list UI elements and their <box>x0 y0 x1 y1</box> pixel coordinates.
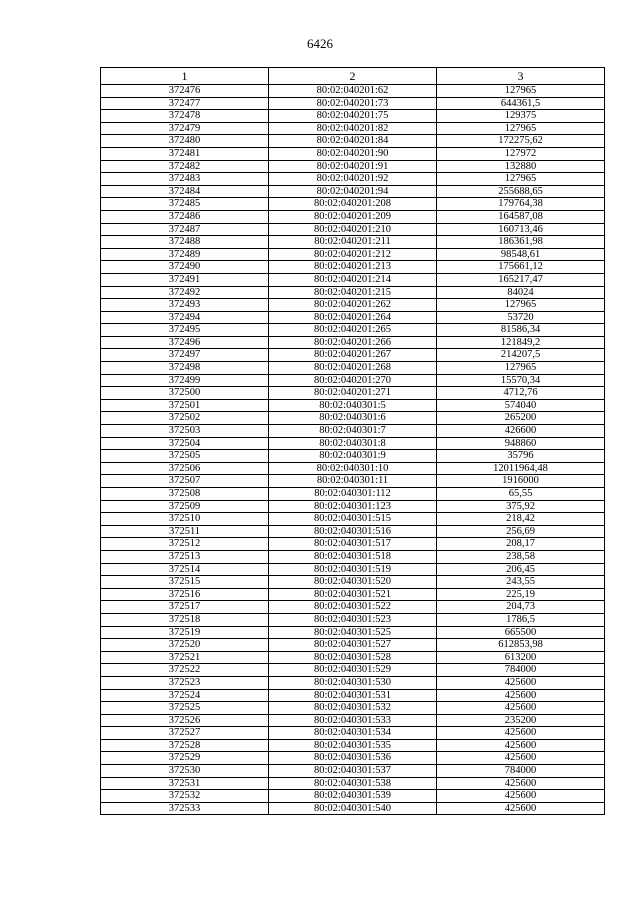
cadastral-number-cell: 80:02:040301:516 <box>269 525 437 538</box>
row-number-cell: 372524 <box>101 689 269 702</box>
value-cell: 214207,5 <box>437 349 605 362</box>
table-row <box>101 676 605 689</box>
value-cell: 256,69 <box>437 525 605 538</box>
row-number-cell: 372484 <box>101 185 269 198</box>
row-number-cell: 372527 <box>101 727 269 740</box>
value-cell: 12011964,48 <box>437 462 605 475</box>
value-cell: 53720 <box>437 311 605 324</box>
value-cell: 784000 <box>437 765 605 778</box>
value-cell: 164587,08 <box>437 210 605 223</box>
cadastral-number-cell: 80:02:040201:265 <box>269 324 437 337</box>
table-row <box>101 147 605 160</box>
value-cell: 127965 <box>437 173 605 186</box>
cadastral-number-cell: 80:02:040201:82 <box>269 122 437 135</box>
row-number-cell: 372500 <box>101 387 269 400</box>
value-cell: 243,55 <box>437 576 605 589</box>
row-number-cell: 372503 <box>101 425 269 438</box>
table-row <box>101 324 605 337</box>
row-number-cell: 372508 <box>101 488 269 501</box>
cadastral-number-cell: 80:02:040301:9 <box>269 450 437 463</box>
cadastral-number-cell: 80:02:040301:533 <box>269 714 437 727</box>
table-row <box>101 437 605 450</box>
table-row <box>101 374 605 387</box>
value-cell: 179764,38 <box>437 198 605 211</box>
table-row <box>101 248 605 261</box>
value-cell: 132880 <box>437 160 605 173</box>
table-row <box>101 97 605 110</box>
row-number-cell: 372482 <box>101 160 269 173</box>
column-header-2: 2 <box>269 68 437 85</box>
table-row <box>101 538 605 551</box>
cadastral-number-cell: 80:02:040301:536 <box>269 752 437 765</box>
row-number-cell: 372476 <box>101 85 269 98</box>
cadastral-value-table <box>100 67 605 815</box>
table-row <box>101 85 605 98</box>
cadastral-number-cell: 80:02:040301:515 <box>269 513 437 526</box>
value-cell: 160713,46 <box>437 223 605 236</box>
cadastral-number-cell: 80:02:040201:84 <box>269 135 437 148</box>
table-row <box>101 626 605 639</box>
value-cell: 425600 <box>437 702 605 715</box>
row-number-cell: 372505 <box>101 450 269 463</box>
table-row <box>101 261 605 274</box>
cadastral-number-cell: 80:02:040201:211 <box>269 236 437 249</box>
table-row <box>101 311 605 324</box>
value-cell: 204,73 <box>437 601 605 614</box>
row-number-cell: 372526 <box>101 714 269 727</box>
cadastral-number-cell: 80:02:040301:530 <box>269 676 437 689</box>
value-cell: 98548,61 <box>437 248 605 261</box>
value-cell: 425600 <box>437 689 605 702</box>
table-row <box>101 714 605 727</box>
row-number-cell: 372512 <box>101 538 269 551</box>
row-number-cell: 372513 <box>101 550 269 563</box>
table-row <box>101 563 605 576</box>
value-cell: 15570,34 <box>437 374 605 387</box>
value-cell: 235200 <box>437 714 605 727</box>
cadastral-number-cell: 80:02:040301:529 <box>269 664 437 677</box>
table-row <box>101 702 605 715</box>
table-body <box>101 85 605 815</box>
cadastral-number-cell: 80:02:040301:540 <box>269 802 437 815</box>
row-number-cell: 372496 <box>101 336 269 349</box>
value-cell: 165217,47 <box>437 273 605 286</box>
row-number-cell: 372495 <box>101 324 269 337</box>
cadastral-number-cell: 80:02:040201:208 <box>269 198 437 211</box>
cadastral-number-cell: 80:02:040201:62 <box>269 85 437 98</box>
cadastral-number-cell: 80:02:040301:523 <box>269 613 437 626</box>
cadastral-number-cell: 80:02:040301:527 <box>269 639 437 652</box>
value-cell: 186361,98 <box>437 236 605 249</box>
row-number-cell: 372521 <box>101 651 269 664</box>
value-cell: 127965 <box>437 122 605 135</box>
row-number-cell: 372483 <box>101 173 269 186</box>
value-cell: 127965 <box>437 299 605 312</box>
row-number-cell: 372491 <box>101 273 269 286</box>
value-cell: 425600 <box>437 676 605 689</box>
value-cell: 574040 <box>437 399 605 412</box>
cadastral-number-cell: 80:02:040301:535 <box>269 739 437 752</box>
cadastral-number-cell: 80:02:040201:91 <box>269 160 437 173</box>
row-number-cell: 372493 <box>101 299 269 312</box>
value-cell: 129375 <box>437 110 605 123</box>
row-number-cell: 372523 <box>101 676 269 689</box>
cadastral-number-cell: 80:02:040201:212 <box>269 248 437 261</box>
value-cell: 35796 <box>437 450 605 463</box>
row-number-cell: 372514 <box>101 563 269 576</box>
row-number-cell: 372494 <box>101 311 269 324</box>
row-number-cell: 372489 <box>101 248 269 261</box>
cadastral-number-cell: 80:02:040201:266 <box>269 336 437 349</box>
row-number-cell: 372522 <box>101 664 269 677</box>
row-number-cell: 372510 <box>101 513 269 526</box>
cadastral-number-cell: 80:02:040301:521 <box>269 588 437 601</box>
row-number-cell: 372507 <box>101 475 269 488</box>
table-row <box>101 110 605 123</box>
row-number-cell: 372525 <box>101 702 269 715</box>
cadastral-number-cell: 80:02:040201:268 <box>269 362 437 375</box>
cadastral-number-cell: 80:02:040301:517 <box>269 538 437 551</box>
value-cell: 375,92 <box>437 500 605 513</box>
table-row <box>101 349 605 362</box>
value-cell: 612853,98 <box>437 639 605 652</box>
page-number: 6426 <box>307 36 333 51</box>
cadastral-number-cell: 80:02:040201:75 <box>269 110 437 123</box>
table-row <box>101 664 605 677</box>
cadastral-number-cell: 80:02:040301:112 <box>269 488 437 501</box>
cadastral-number-cell: 80:02:040301:539 <box>269 790 437 803</box>
column-header-1: 1 <box>101 68 269 85</box>
table-row <box>101 462 605 475</box>
row-number-cell: 372516 <box>101 588 269 601</box>
value-cell: 1786,5 <box>437 613 605 626</box>
row-number-cell: 372519 <box>101 626 269 639</box>
cadastral-number-cell: 80:02:040301:8 <box>269 437 437 450</box>
cadastral-number-cell: 80:02:040301:10 <box>269 462 437 475</box>
table-row <box>101 198 605 211</box>
cadastral-number-cell: 80:02:040301:534 <box>269 727 437 740</box>
row-number-cell: 372485 <box>101 198 269 211</box>
table-row <box>101 210 605 223</box>
value-cell: 425600 <box>437 752 605 765</box>
value-cell: 175661,12 <box>437 261 605 274</box>
row-number-cell: 372497 <box>101 349 269 362</box>
row-number-cell: 372499 <box>101 374 269 387</box>
table-row <box>101 362 605 375</box>
cadastral-number-cell: 80:02:040301:7 <box>269 425 437 438</box>
value-cell: 206,45 <box>437 563 605 576</box>
cadastral-number-cell: 80:02:040301:518 <box>269 550 437 563</box>
value-cell: 425600 <box>437 777 605 790</box>
table-row <box>101 513 605 526</box>
cadastral-number-cell: 80:02:040301:6 <box>269 412 437 425</box>
value-cell: 238,58 <box>437 550 605 563</box>
value-cell: 426600 <box>437 425 605 438</box>
value-cell: 1916000 <box>437 475 605 488</box>
table-row <box>101 286 605 299</box>
table-row <box>101 588 605 601</box>
row-number-cell: 372501 <box>101 399 269 412</box>
cadastral-number-cell: 80:02:040201:94 <box>269 185 437 198</box>
cadastral-number-cell: 80:02:040201:73 <box>269 97 437 110</box>
value-cell: 644361,5 <box>437 97 605 110</box>
row-number-cell: 372490 <box>101 261 269 274</box>
cadastral-number-cell: 80:02:040201:264 <box>269 311 437 324</box>
column-header-3: 3 <box>437 68 605 85</box>
value-cell: 172275,62 <box>437 135 605 148</box>
table-row <box>101 475 605 488</box>
value-cell: 127965 <box>437 362 605 375</box>
cadastral-number-cell: 80:02:040201:271 <box>269 387 437 400</box>
cadastral-number-cell: 80:02:040301:522 <box>269 601 437 614</box>
cadastral-number-cell: 80:02:040201:270 <box>269 374 437 387</box>
cadastral-number-cell: 80:02:040201:92 <box>269 173 437 186</box>
table-row <box>101 387 605 400</box>
cadastral-number-cell: 80:02:040301:528 <box>269 651 437 664</box>
row-number-cell: 372478 <box>101 110 269 123</box>
row-number-cell: 372528 <box>101 739 269 752</box>
row-number-cell: 372511 <box>101 525 269 538</box>
table-row <box>101 802 605 815</box>
row-number-cell: 372506 <box>101 462 269 475</box>
value-cell: 121849,2 <box>437 336 605 349</box>
cadastral-number-cell: 80:02:040201:210 <box>269 223 437 236</box>
value-cell: 127965 <box>437 85 605 98</box>
row-number-cell: 372509 <box>101 500 269 513</box>
cadastral-number-cell: 80:02:040301:5 <box>269 399 437 412</box>
table-row <box>101 236 605 249</box>
table-row <box>101 777 605 790</box>
value-cell: 208,17 <box>437 538 605 551</box>
table-row <box>101 412 605 425</box>
table-row <box>101 765 605 778</box>
cadastral-number-cell: 80:02:040301:519 <box>269 563 437 576</box>
cadastral-number-cell: 80:02:040301:525 <box>269 626 437 639</box>
table-row <box>101 601 605 614</box>
row-number-cell: 372504 <box>101 437 269 450</box>
row-number-cell: 372515 <box>101 576 269 589</box>
table-row <box>101 173 605 186</box>
value-cell: 665500 <box>437 626 605 639</box>
table-row <box>101 613 605 626</box>
row-number-cell: 372532 <box>101 790 269 803</box>
cadastral-number-cell: 80:02:040201:90 <box>269 147 437 160</box>
value-cell: 127972 <box>437 147 605 160</box>
value-cell: 81586,34 <box>437 324 605 337</box>
table-row <box>101 450 605 463</box>
row-number-cell: 372486 <box>101 210 269 223</box>
value-cell: 613200 <box>437 651 605 664</box>
cadastral-number-cell: 80:02:040201:262 <box>269 299 437 312</box>
table-row <box>101 223 605 236</box>
row-number-cell: 372492 <box>101 286 269 299</box>
value-cell: 425600 <box>437 727 605 740</box>
row-number-cell: 372533 <box>101 802 269 815</box>
row-number-cell: 372477 <box>101 97 269 110</box>
row-number-cell: 372520 <box>101 639 269 652</box>
value-cell: 425600 <box>437 739 605 752</box>
cadastral-number-cell: 80:02:040201:215 <box>269 286 437 299</box>
value-cell: 65,55 <box>437 488 605 501</box>
table-row <box>101 550 605 563</box>
value-cell: 265200 <box>437 412 605 425</box>
table-row <box>101 135 605 148</box>
cadastral-number-cell: 80:02:040201:267 <box>269 349 437 362</box>
value-cell: 4712,76 <box>437 387 605 400</box>
row-number-cell: 372487 <box>101 223 269 236</box>
cadastral-number-cell: 80:02:040201:214 <box>269 273 437 286</box>
cadastral-number-cell: 80:02:040301:123 <box>269 500 437 513</box>
value-cell: 425600 <box>437 790 605 803</box>
table-header-row <box>101 68 605 85</box>
cadastral-number-cell: 80:02:040301:537 <box>269 765 437 778</box>
row-number-cell: 372517 <box>101 601 269 614</box>
table-row <box>101 185 605 198</box>
row-number-cell: 372488 <box>101 236 269 249</box>
table-row <box>101 576 605 589</box>
cadastral-number-cell: 80:02:040301:531 <box>269 689 437 702</box>
value-cell: 225,19 <box>437 588 605 601</box>
row-number-cell: 372530 <box>101 765 269 778</box>
value-cell: 425600 <box>437 802 605 815</box>
cadastral-number-cell: 80:02:040301:520 <box>269 576 437 589</box>
table-row <box>101 525 605 538</box>
row-number-cell: 372502 <box>101 412 269 425</box>
table-row <box>101 160 605 173</box>
cadastral-number-cell: 80:02:040201:209 <box>269 210 437 223</box>
cadastral-number-cell: 80:02:040301:532 <box>269 702 437 715</box>
row-number-cell: 372481 <box>101 147 269 160</box>
table-row <box>101 273 605 286</box>
table-row <box>101 399 605 412</box>
table-row <box>101 122 605 135</box>
row-number-cell: 372518 <box>101 613 269 626</box>
table-row <box>101 727 605 740</box>
row-number-cell: 372480 <box>101 135 269 148</box>
table-row <box>101 752 605 765</box>
table-row <box>101 790 605 803</box>
row-number-cell: 372531 <box>101 777 269 790</box>
table-row <box>101 500 605 513</box>
value-cell: 784000 <box>437 664 605 677</box>
value-cell: 948860 <box>437 437 605 450</box>
value-cell: 255688,65 <box>437 185 605 198</box>
table-row <box>101 651 605 664</box>
table-row <box>101 689 605 702</box>
value-cell: 84024 <box>437 286 605 299</box>
cadastral-number-cell: 80:02:040301:538 <box>269 777 437 790</box>
cadastral-number-cell: 80:02:040201:213 <box>269 261 437 274</box>
table-row <box>101 336 605 349</box>
table-row <box>101 299 605 312</box>
row-number-cell: 372529 <box>101 752 269 765</box>
row-number-cell: 372479 <box>101 122 269 135</box>
table-row <box>101 639 605 652</box>
table-row <box>101 488 605 501</box>
table-row <box>101 739 605 752</box>
cadastral-number-cell: 80:02:040301:11 <box>269 475 437 488</box>
table-row <box>101 425 605 438</box>
value-cell: 218,42 <box>437 513 605 526</box>
row-number-cell: 372498 <box>101 362 269 375</box>
